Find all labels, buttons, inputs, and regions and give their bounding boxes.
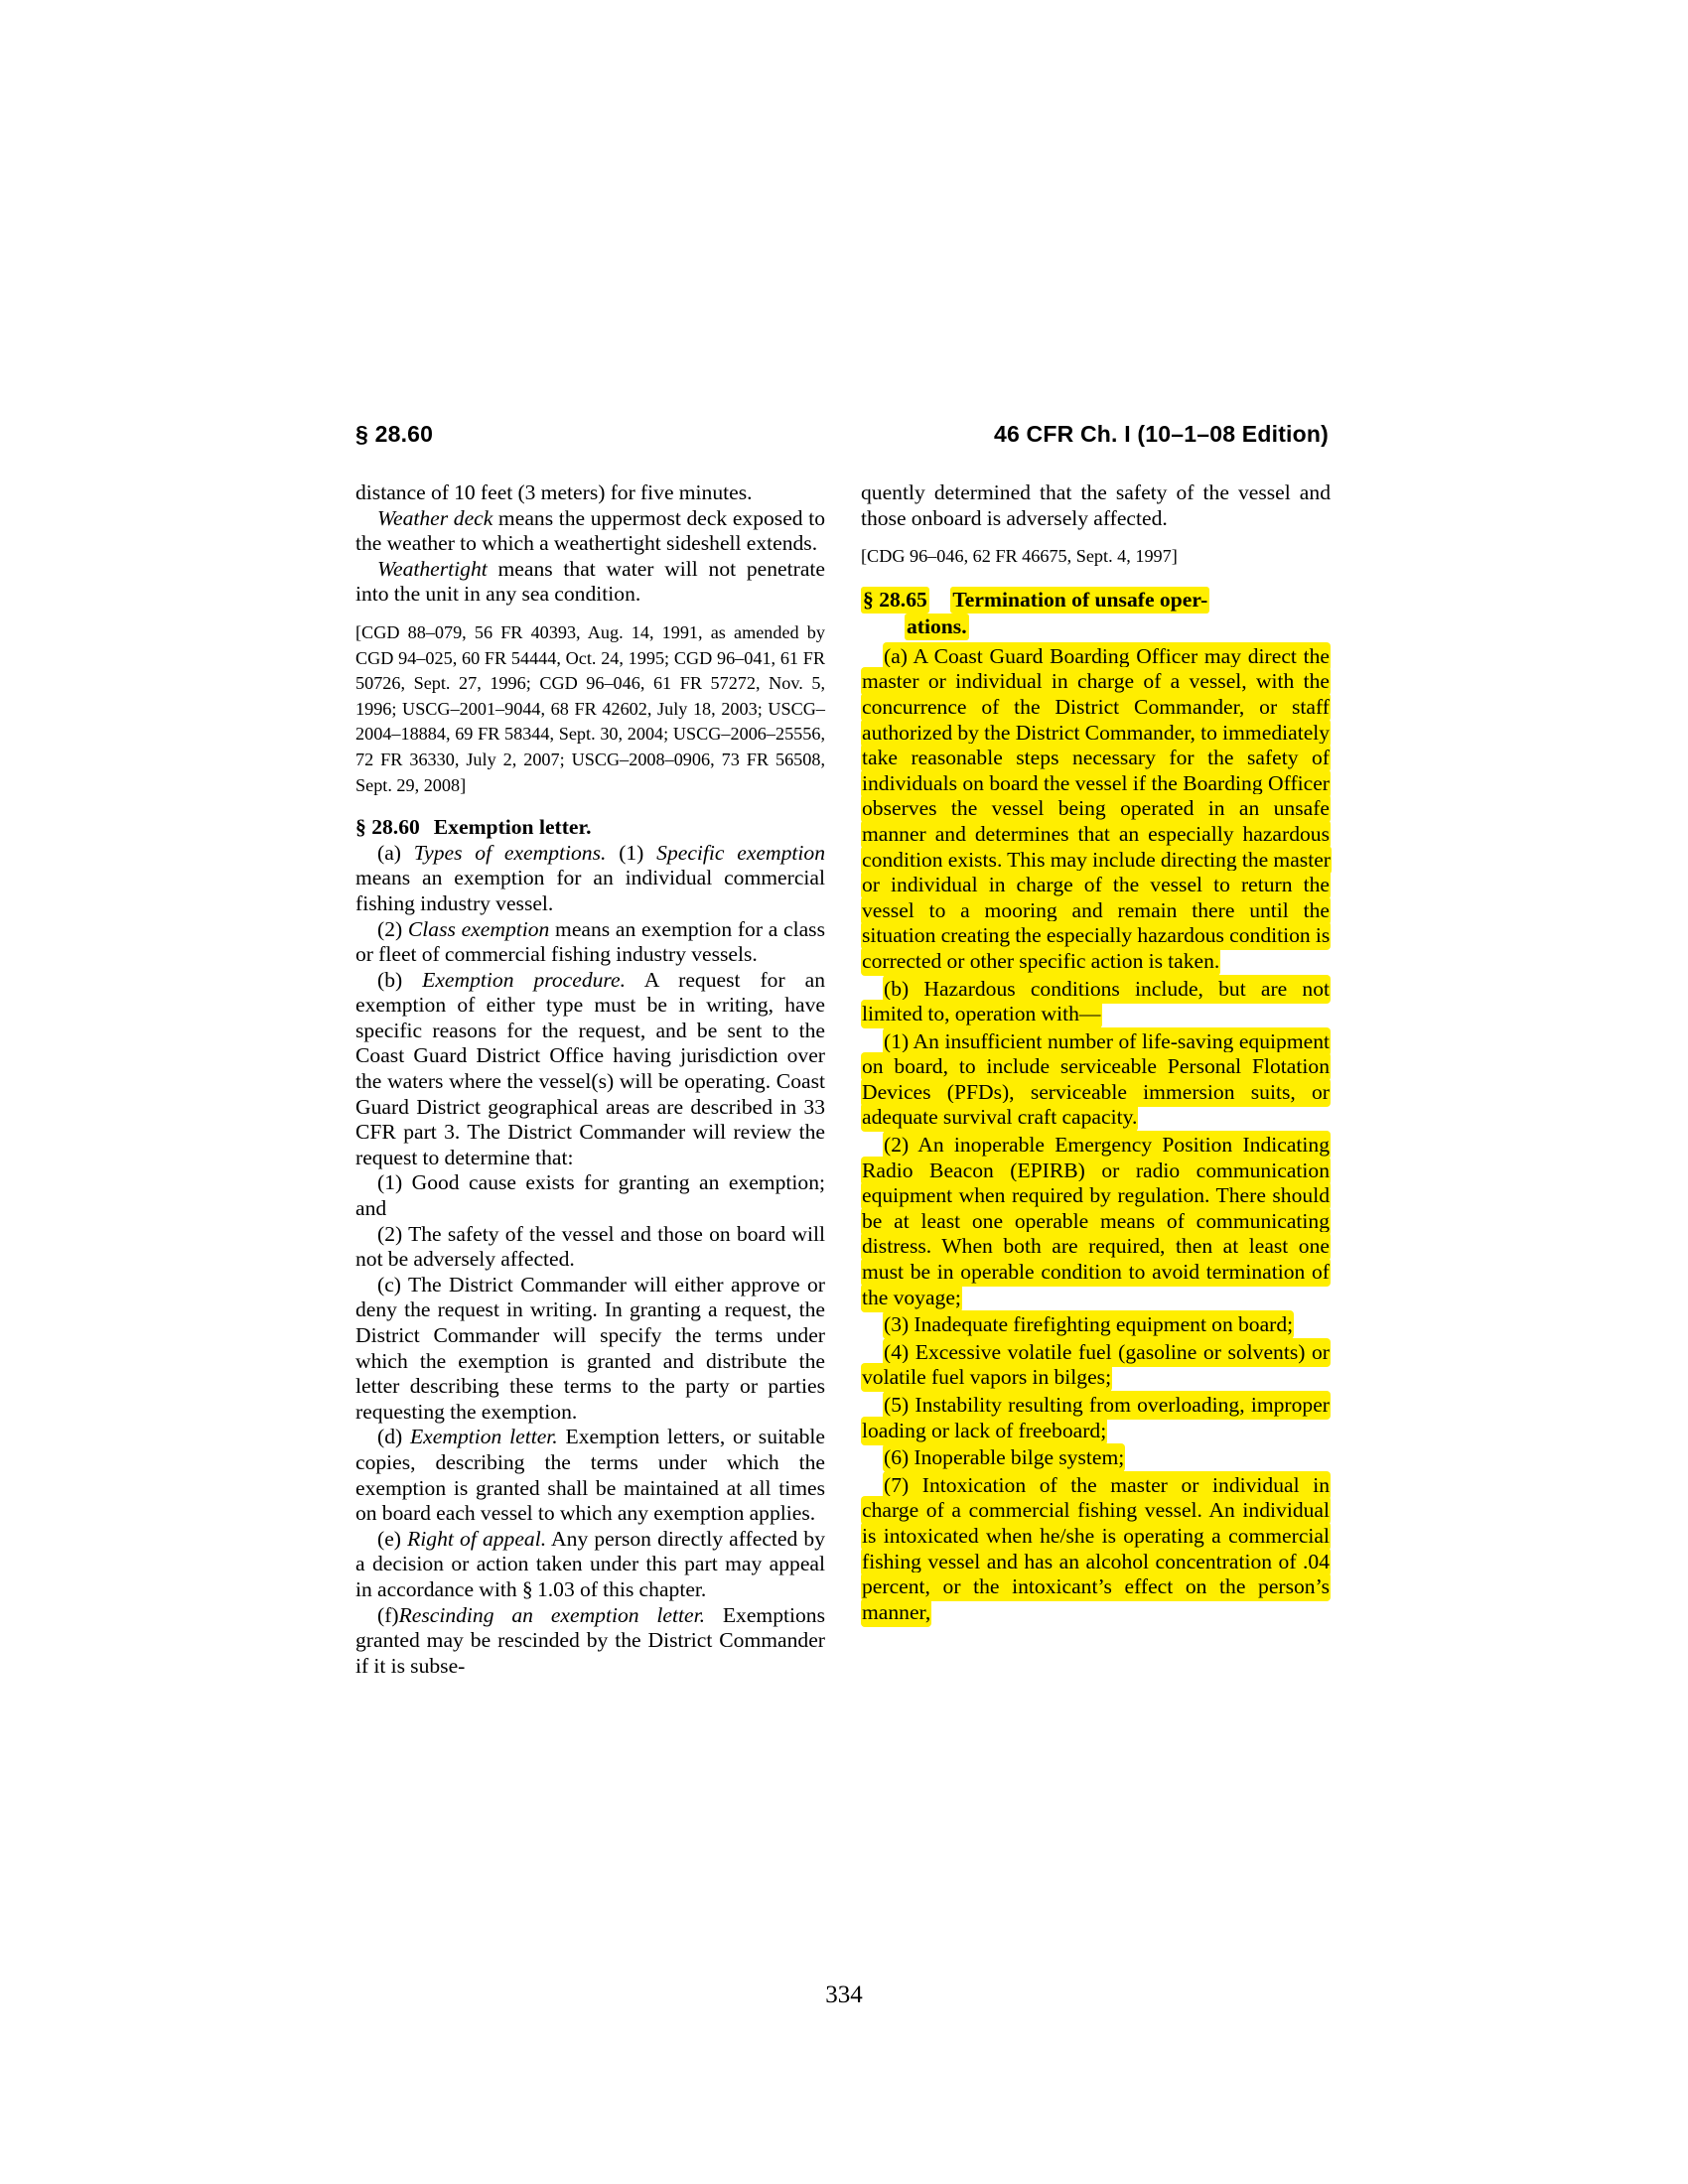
term-class-exemption: Class exemption	[407, 916, 550, 941]
paragraph-28-65-b5	[861, 1393, 1331, 1443]
heading-types-of-exemptions: Types of exemptions.	[413, 840, 607, 865]
right-column	[861, 480, 1331, 1679]
section-heading-28-65	[861, 587, 1331, 640]
paragraph-28-65-b2	[861, 1133, 1331, 1310]
paragraph-28-60-b-body: A request for an exemption of either type must be in writing, have specific reasons for the request, and be sent to the Coast Guard District Office having jurisdiction over the waters where the vessel(s) will be operating. Coast Guard District geographical areas are described in 33 CFR part 3. The District Commander will review the request to determine that:	[355, 967, 825, 1169]
paragraph-28-65-b3	[861, 1312, 1331, 1338]
defined-term-weather-deck: Weather deck	[377, 505, 493, 530]
citation-block-prior: [CGD 88–079, 56 FR 40393, Aug. 14, 1991, as amended by CGD 94–025, 60 FR 54444, Oct. 24, 1995; CGD 96–041, 61 FR 50726, Sept. 27, 1996; CGD 96–046, 61 FR 57272, Nov. 5, 1996; USCG–2001–9044, 68 FR 42602, July 18, 2003; USCG–2004–18884, 69 FR 58344, Sept. 30, 2004; USCG–2006–25556, 72 FR 36330, July 2, 2007; USCG–2008–0906, 73 FR 56508, Sept. 29, 2008]	[355, 621, 825, 795]
label-a: (a)	[377, 840, 414, 865]
paragraph-28-65-b6-text: (6) Inoperable bilge system;	[883, 1443, 1125, 1472]
paragraph-28-60-a	[355, 841, 825, 917]
label-a1: (1)	[606, 840, 657, 865]
paragraph-28-65-b-text: (b) Hazardous conditions include, but are not limited to, operation with—	[861, 975, 1331, 1029]
paragraph-28-60-b1: (1) Good cause exists for granting an exemption; and	[355, 1170, 825, 1221]
definition-weather-deck	[355, 506, 825, 557]
paragraph-28-65-a	[861, 644, 1331, 975]
paragraph-28-65-b1	[861, 1029, 1331, 1131]
running-head	[355, 421, 1329, 457]
section-number-28-60: § 28.60	[355, 815, 420, 840]
running-head-section: § 28.60	[355, 421, 434, 447]
section-title-28-65-line2	[861, 614, 1331, 640]
definition-weathertight	[355, 557, 825, 608]
paragraph-28-65-b7	[861, 1473, 1331, 1626]
body-columns	[355, 480, 1331, 1679]
citation-block-28-60-end: [CDG 96–046, 62 FR 46675, Sept. 4, 1997]	[861, 546, 1178, 567]
heading-rescinding-exemption-letter: Rescinding an exemption letter.	[398, 1602, 705, 1627]
paragraph-28-65-b6	[861, 1445, 1331, 1471]
paragraph-28-65-b	[861, 977, 1331, 1027]
left-column	[355, 480, 825, 1679]
page-number: 334	[825, 1981, 863, 2008]
paragraph-28-65-b7-text: (7) Intoxication of the master or individual in charge of a commercial fishing vessel. An individual is intoxicated when he/she is operating a commercial fishing vessel and has an alcohol concentration of .04 percent, or the intoxicant’s effect on the person’s manner,	[861, 1471, 1331, 1627]
label-a2: (2)	[377, 916, 408, 941]
section-title-28-65-cont: ations.	[907, 614, 967, 638]
paragraph-28-65-b3-text: (3) Inadequate firefighting equipment on board;	[883, 1310, 1294, 1339]
paragraph-28-65-b4-text: (4) Excessive volatile fuel (gasoline or solvents) or volatile fuel vapors in bilges;	[861, 1338, 1331, 1393]
paragraph-28-65-a-text: (a) A Coast Guard Boarding Officer may direct the master or individual in charge of a vessel, with the concurrence of the District Commander, or staff authorized by the District Commander, to immediately take reasonable steps necessary for the safety of individuals on board the vessel if the Boarding Officer observes the vessel being operated in an unsafe manner and determines that an especially hazardous condition exists. This may include directing the master or individual in charge of the vessel to return the vessel to a mooring and remain there until the situation creating the especially hazardous condition is corrected or other specific action is taken.	[861, 642, 1332, 976]
label-d: (d)	[377, 1425, 410, 1449]
section-number-28-65: § 28.65	[863, 587, 927, 612]
paragraph-28-60-f-body: Exemptions granted may be rescinded by the District Commander if it is subse-	[355, 1602, 826, 1678]
paragraph-28-60-e	[355, 1527, 825, 1603]
paragraph-28-60-a2	[355, 917, 825, 968]
paragraph-28-65-b4	[861, 1340, 1331, 1391]
term-specific-exemption: Specific exemption	[656, 840, 826, 865]
label-f: (f)	[377, 1602, 399, 1627]
paragraph-28-60-a-body: means an exemption for an individual commercial fishing industry vessel.	[355, 866, 825, 915]
definition-weather-deck-body: means the uppermost deck exposed to the weather to which a weathertight sideshell extends.	[355, 505, 825, 556]
heading-exemption-letter: Exemption letter.	[409, 1425, 558, 1449]
label-b: (b)	[377, 967, 423, 992]
paragraph-28-60-c: (c) The District Commander will either approve or deny the request in writing. In granting a request, the District Commander will specify the terms under which the exemption is granted and distribute the letter describing these terms to the party or parties requesting the exemption.	[355, 1272, 825, 1424]
label-e: (e)	[377, 1526, 408, 1551]
running-head-edition: 46 CFR Ch. I (10–1–08 Edition)	[993, 421, 1329, 447]
heading-right-of-appeal: Right of appeal.	[407, 1526, 547, 1551]
paragraph-28-60-b2: (2) The safety of the vessel and those on board will not be adversely affected.	[355, 1221, 825, 1272]
paragraph-continuation-distance: distance of 10 feet (3 meters) for five minutes.	[355, 480, 753, 504]
defined-term-weathertight: Weathertight	[377, 556, 488, 581]
paragraph-28-60-f	[355, 1603, 825, 1680]
paragraph-28-65-b5-text: (5) Instability resulting from overloading, improper loading or lack of freeboard;	[861, 1391, 1331, 1445]
section-heading-28-60	[355, 815, 825, 841]
paragraph-28-60-e-body: Any person directly affected by a decision or action taken under this part may appeal in accordance with § 1.03 of this chapter.	[355, 1526, 826, 1601]
section-title-28-60: Exemption letter.	[433, 815, 592, 840]
paragraph-28-60-d-body: Exemption letters, or suitable copies, describing the terms under which the exemption is granted shall be maintained at all times on board each vessel to which any exemption applies.	[355, 1425, 825, 1526]
definition-weathertight-body: means that water will not penetrate into the unit in any sea condition.	[355, 556, 825, 607]
paragraph-28-60-a2-body: means an exemption for a class or fleet of commercial fishing industry vessels.	[355, 916, 825, 967]
paragraph-28-65-b2-text: (2) An inoperable Emergency Position Indicating Radio Beacon (EPIRB) or radio communication equipment when required by regulation. There should be at least one operable means of communicating distress. When both are required, then at least one must be in operable condition to avoid termination of the voyage;	[861, 1131, 1331, 1312]
paragraph-continuation-quently: quently determined that the safety of the vessel and those onboard is adversely affected.	[861, 480, 1331, 530]
paragraph-28-65-b1-text: (1) An insufficient number of life-saving equipment on board, to include serviceable Personal Flotation Devices (PFDs), serviceable immersion suits, or adequate survival craft capacity.	[861, 1027, 1331, 1133]
section-title-28-65: Termination of unsafe oper-	[952, 587, 1208, 612]
paragraph-28-60-b	[355, 968, 825, 1171]
paragraph-28-60-d	[355, 1425, 825, 1526]
heading-exemption-procedure: Exemption procedure.	[422, 967, 627, 992]
